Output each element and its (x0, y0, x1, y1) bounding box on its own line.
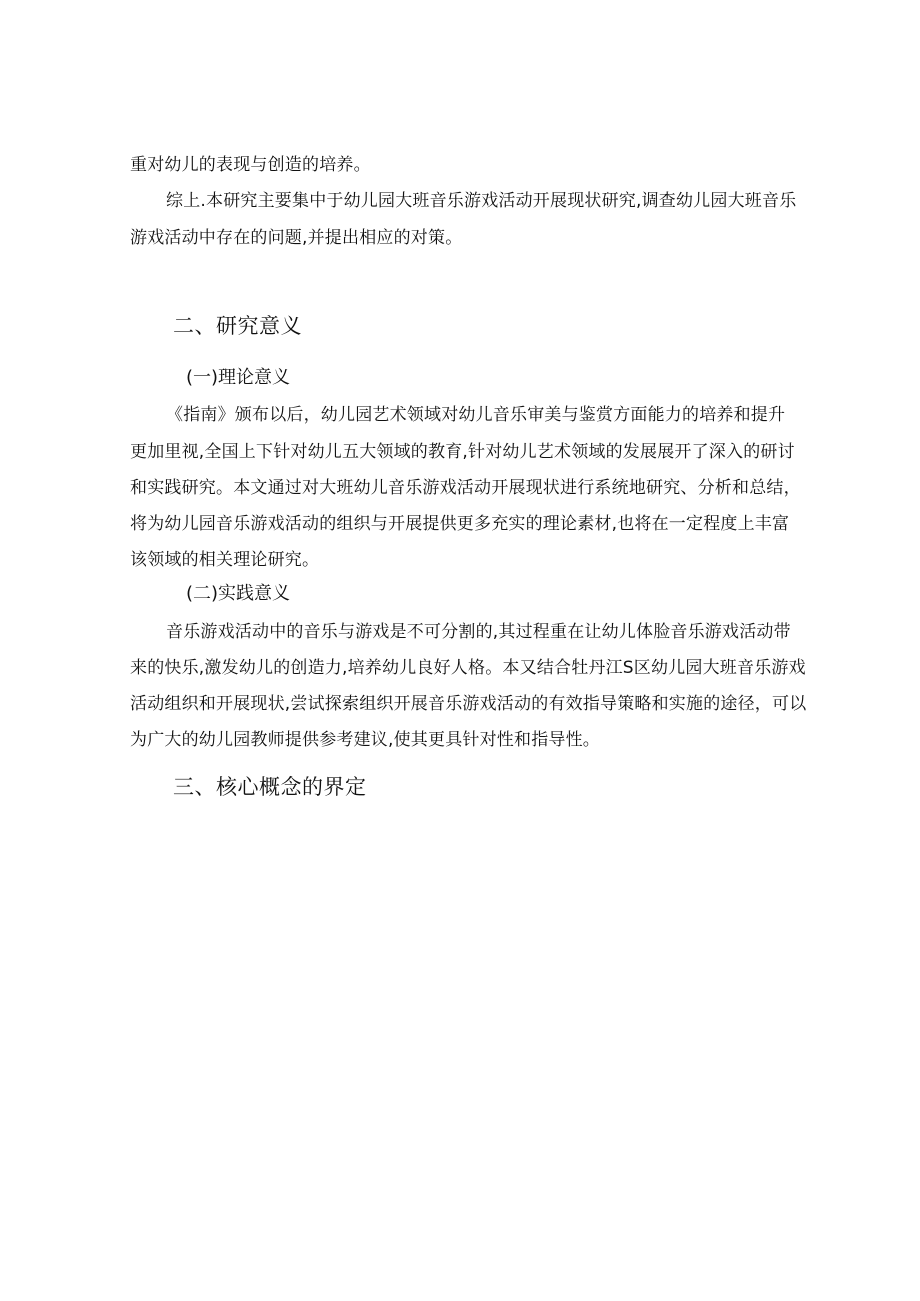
section-2-heading: 二、研究意义 (173, 314, 302, 338)
practice-line-2: 来的快乐,激发幼儿的创造力,培养幼儿良好人格。本又结合牡丹江S区幼儿园大班音乐游戏 (130, 658, 806, 678)
section-3-heading: 三、核心概念的界定 (173, 775, 367, 799)
intro-line-3: 游戏活动中存在的问题,并提出相应的对策。 (130, 228, 463, 248)
practice-line-1: 音乐游戏活动中的音乐与游戏是不可分割的,其过程重在让幼儿体脸音乐游戏活动带 (166, 622, 791, 642)
practice-line-3: 活动组织和开展现状,尝试探索组织开展音乐游戏活动的有效指导策略和实施的途径，可以 (130, 694, 807, 714)
theory-line-4: 将为幼儿园音乐游戏活动的组织与开展提供更多充实的理论素材,也将在一定程度上丰富 (130, 514, 790, 534)
subsection-theory-heading: (一)理论意义 (186, 367, 291, 388)
theory-line-1: 《指南》颁布以后，幼儿园艺术领域对幼儿音乐审美与鉴赏方面能力的培养和提升 (166, 405, 786, 425)
intro-line-1: 重对幼儿的表现与创造的培养。 (130, 155, 371, 175)
practice-line-4: 为广大的幼儿园教师提供参考建议,使其更具针对性和指导性。 (130, 730, 601, 750)
theory-line-2: 更加里视,全国上下针对幼儿五大领域的教育,针对幼儿艺术领域的发展展开了深入的研讨 (130, 442, 795, 462)
theory-line-3: 和实践研究。本文通过对大班幼儿音乐游戏活动开展现状进行系统地研究、分析和总结， (130, 478, 801, 498)
intro-line-2: 综上.本研究主要集中于幼儿园大班音乐游戏活动开展现状研究,调查幼儿园大班音乐 (166, 191, 797, 211)
theory-line-5: 该领域的相关理论研究。 (130, 550, 320, 570)
subsection-practice-heading: (二)实践意义 (186, 583, 291, 604)
